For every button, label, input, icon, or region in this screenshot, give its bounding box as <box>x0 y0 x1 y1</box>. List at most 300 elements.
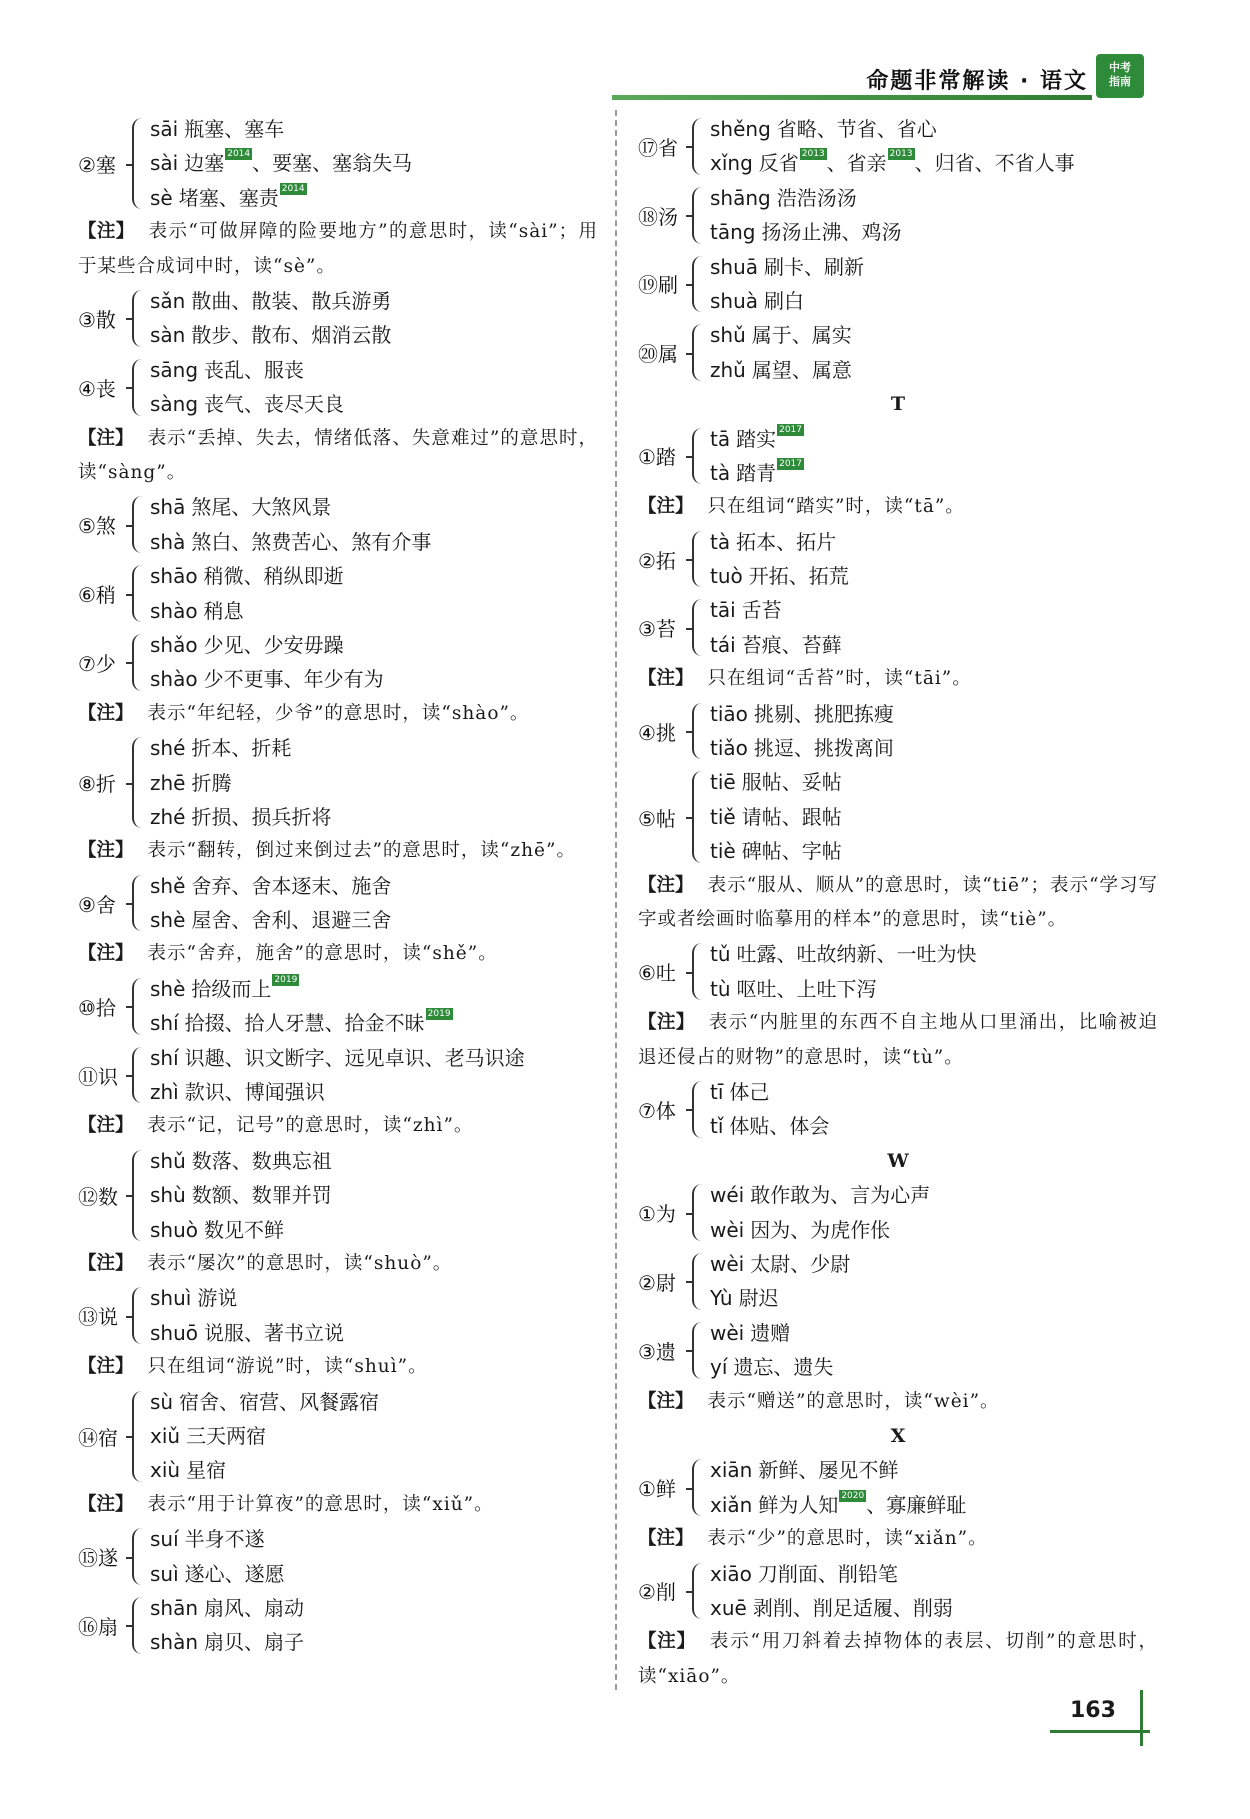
usage-note <box>78 1488 598 1522</box>
note-text: 表示“用于计算夜”的意思时，读“xiǔ”。 <box>147 1493 494 1515</box>
usage-note <box>638 1385 1158 1419</box>
pinyin: tái <box>710 632 736 657</box>
example-words: 遗忘、遗失 <box>733 1355 834 1380</box>
example-words: 折损、损兵折将 <box>191 804 332 829</box>
usage-note <box>78 937 598 971</box>
reading-line <box>150 903 598 937</box>
reading-line <box>150 972 598 1006</box>
reading-line <box>150 387 598 421</box>
pinyin: tà <box>710 529 731 554</box>
polyphone-entry <box>78 1281 598 1350</box>
brace <box>132 1391 144 1482</box>
reading-line <box>150 1625 598 1659</box>
polyphone-entry <box>638 1075 1158 1144</box>
note-text: 表示“记，记号”的意思时，读“zhì”。 <box>147 1115 474 1137</box>
brace <box>132 875 144 932</box>
entry-character: ④丧 <box>78 376 116 401</box>
example-words: 识趣、识文断字、远见卓识、老马识途 <box>184 1045 525 1070</box>
pinyin: shǔ <box>710 323 746 348</box>
entry-character: ⑧折 <box>78 772 116 797</box>
example-words: 煞白、煞费苦心、煞有介事 <box>191 529 432 554</box>
entry-character: ⑥吐 <box>638 961 676 986</box>
note-text: 表示“舍弃，施舍”的意思时，读“shě”。 <box>147 943 498 965</box>
pinyin: tà <box>710 460 731 485</box>
reading-line <box>710 318 1158 352</box>
example-words: 体贴、体会 <box>729 1114 830 1139</box>
reading-line <box>150 1591 598 1625</box>
reading-list <box>150 284 598 353</box>
reading-list <box>710 1247 1158 1316</box>
reading-line <box>150 1453 598 1487</box>
polyphone-entry <box>78 1385 598 1488</box>
example-words: 游说 <box>197 1286 238 1311</box>
note-label: 【注】 <box>78 1493 134 1515</box>
usage-note <box>78 697 598 731</box>
reading-line <box>710 1557 1158 1591</box>
polyphone-entry <box>78 353 598 422</box>
pinyin: xiān <box>710 1458 753 1483</box>
reading-line <box>150 1178 598 1212</box>
pinyin: shǎo <box>150 632 198 657</box>
reading-line <box>710 628 1158 662</box>
pinyin: sàn <box>150 323 186 348</box>
year-badge: 2013 <box>801 149 825 160</box>
pinyin: xiǎn <box>710 1492 753 1517</box>
reading-line <box>710 1213 1158 1247</box>
example-words: 挑逗、挑拨离间 <box>753 736 894 761</box>
page-number-rule <box>1050 1730 1150 1733</box>
reading-line <box>150 731 598 765</box>
note-label: 【注】 <box>78 702 134 724</box>
entry-character: ②塞 <box>78 153 116 178</box>
pinyin: suí <box>150 1527 179 1552</box>
pinyin: shàn <box>150 1630 199 1655</box>
reading-line <box>710 456 1158 490</box>
example-words: 属于、属实 <box>751 323 852 348</box>
pinyin: shuā <box>710 254 759 279</box>
note-label: 【注】 <box>638 1631 696 1653</box>
pinyin: tiě <box>710 804 736 829</box>
page-header <box>612 52 1152 100</box>
entry-character: ③苔 <box>638 617 676 642</box>
brace <box>132 496 144 553</box>
entry-character: ②削 <box>638 1580 676 1605</box>
reading-list <box>150 731 598 834</box>
usage-note <box>638 490 1158 524</box>
note-text: 表示“屡次”的意思时，读“shuò”。 <box>147 1253 453 1275</box>
pinyin: shà <box>150 529 186 554</box>
example-words: 苔痕、苔藓 <box>741 632 842 657</box>
pinyin: shěng <box>710 117 771 141</box>
brace <box>132 634 144 691</box>
pinyin: shě <box>150 873 186 898</box>
year-badge: 2019 <box>427 1009 451 1020</box>
polyphone-entry <box>638 1178 1158 1247</box>
brace <box>692 599 704 656</box>
example-words: 丧乱、服丧 <box>204 357 305 382</box>
brace <box>692 1563 704 1620</box>
polyphone-entry <box>638 697 1158 766</box>
polyphone-entry <box>78 1144 598 1247</box>
polyphone-entry <box>78 972 598 1041</box>
example-words: 折腾 <box>191 770 232 795</box>
reading-list <box>150 1041 598 1110</box>
reading-line <box>710 1591 1158 1625</box>
reading-line <box>150 1316 598 1350</box>
reading-list <box>710 112 1158 181</box>
pinyin: wèi <box>710 1320 745 1345</box>
entry-character: ⑳属 <box>638 342 678 367</box>
example-words: 遂心、遂愿 <box>184 1561 285 1586</box>
brace <box>692 1184 704 1241</box>
example-words: 省略、节省、省心 <box>776 117 937 141</box>
reading-list <box>150 353 598 422</box>
reading-list <box>710 1178 1158 1247</box>
brace <box>692 256 704 313</box>
usage-note <box>638 1006 1158 1075</box>
reading-list <box>150 972 598 1041</box>
entry-character: ⑥稍 <box>78 583 116 608</box>
example-words: 扬汤止沸、鸡汤 <box>761 220 902 245</box>
pinyin: tiè <box>710 839 736 864</box>
pinyin: tù <box>710 976 731 1001</box>
reading-line <box>710 697 1158 731</box>
reading-line <box>150 318 598 352</box>
polyphone-entry <box>638 1247 1158 1316</box>
reading-list <box>710 318 1158 387</box>
example-words: 、省亲 <box>826 151 887 176</box>
example-words: 瓶塞、塞车 <box>184 117 285 141</box>
example-words: 鲜为人知 <box>758 1492 839 1517</box>
entry-character: ③散 <box>78 307 116 332</box>
example-words: 拓本、拓片 <box>736 529 837 554</box>
example-words: 拾掇、拾人牙慧、拾金不昧 <box>184 1011 425 1036</box>
reading-line <box>710 1453 1158 1487</box>
example-words: 浩浩汤汤 <box>776 185 857 210</box>
note-text: 表示“内脏里的东西不自主地从口里涌出，比喻被迫退还侵占的财物”的意思时，读“tù”。 <box>638 1012 1158 1068</box>
pinyin: sāng <box>150 357 199 382</box>
brace <box>132 1047 144 1104</box>
entry-character: ⑰省 <box>638 135 678 160</box>
entry-character: ①鲜 <box>638 1477 676 1502</box>
example-words: 煞尾、大煞风景 <box>191 495 332 520</box>
reading-list <box>710 1557 1158 1626</box>
year-badge: 2013 <box>889 149 913 160</box>
pinyin: tāng <box>710 220 756 245</box>
polyphone-entry <box>78 559 598 628</box>
reading-line <box>150 146 598 180</box>
pinyin: Yù <box>710 1286 733 1311</box>
brace <box>132 290 144 347</box>
example-words: 屋舍、舍利、退避三舍 <box>191 908 392 933</box>
reading-line <box>150 1419 598 1453</box>
reading-line <box>150 1144 598 1178</box>
brace <box>132 565 144 622</box>
brace <box>692 118 704 175</box>
brace <box>132 1287 144 1344</box>
example-words: 少不更事、年少有为 <box>203 667 384 692</box>
note-text: 只在组词“游说”时，读“shuì”。 <box>147 1356 428 1378</box>
usage-note <box>638 1522 1158 1556</box>
polyphone-entry <box>78 731 598 834</box>
pinyin: shāng <box>710 185 771 210</box>
entry-character: ④挑 <box>638 720 676 745</box>
pinyin: wéi <box>710 1183 745 1208</box>
polyphone-entry <box>638 181 1158 250</box>
polyphone-entry <box>638 765 1158 868</box>
entry-character: ②拓 <box>638 548 676 573</box>
note-label: 【注】 <box>78 221 135 243</box>
pinyin: yí <box>710 1355 728 1380</box>
usage-note <box>78 834 598 868</box>
year-badge: 2014 <box>227 149 251 160</box>
entry-character: ⑯扇 <box>78 1614 118 1639</box>
example-words: 少见、少安毋躁 <box>203 632 344 657</box>
note-text: 表示“用刀斜着去掉物体的表层、切削”的意思时，读“xiāo”。 <box>638 1631 1158 1687</box>
polyphone-entry <box>78 284 598 353</box>
entry-character: ⑲刷 <box>638 273 678 298</box>
polyphone-entry <box>638 112 1158 181</box>
year-badge: 2020 <box>841 1490 865 1501</box>
reading-line <box>710 937 1158 971</box>
note-text: 只在组词“舌苔”时，读“tāi”。 <box>707 668 972 690</box>
pinyin: shuò <box>150 1217 199 1242</box>
reading-list <box>710 697 1158 766</box>
pinyin: shuà <box>710 288 759 313</box>
entry-character: ①踏 <box>638 445 676 470</box>
reading-line <box>150 490 598 524</box>
reading-line <box>710 422 1158 456</box>
brace <box>692 324 704 381</box>
pinyin: xiù <box>150 1458 181 1483</box>
reading-line <box>710 1316 1158 1350</box>
example-words: 说服、著书立说 <box>204 1320 345 1345</box>
pinyin: tuò <box>710 564 743 589</box>
pinyin: shí <box>150 1011 179 1036</box>
example-words: 敢作敢为、言为心声 <box>750 1183 931 1208</box>
year-badge: 2017 <box>779 458 803 469</box>
example-words: 、寡廉鲜耻 <box>866 1492 967 1517</box>
usage-note <box>78 1109 598 1143</box>
brace <box>132 1528 144 1585</box>
pinyin: tī <box>710 1080 724 1105</box>
entry-character: ⑤帖 <box>638 806 676 831</box>
year-badge: 2014 <box>281 183 305 194</box>
note-text: 表示“年纪轻，少爷”的意思时，读“shào”。 <box>147 702 530 724</box>
reading-list <box>710 937 1158 1006</box>
note-label: 【注】 <box>78 1356 134 1378</box>
example-words: 散步、散布、烟消云散 <box>191 323 392 348</box>
reading-line <box>150 284 598 318</box>
example-words: 丧气、丧尽天良 <box>204 392 345 417</box>
pinyin: xǐng <box>710 151 753 176</box>
polyphone-entry <box>78 1041 598 1110</box>
polyphone-entry <box>78 869 598 938</box>
note-label: 【注】 <box>78 840 134 862</box>
book-title: 命题非常解读 · 语文 <box>866 69 1088 94</box>
reading-line <box>150 662 598 696</box>
polyphone-entry <box>78 1591 598 1660</box>
reading-line <box>710 1109 1158 1143</box>
example-words: 踏实 <box>736 426 777 451</box>
example-words: 遗赠 <box>750 1320 791 1345</box>
pinyin: suì <box>150 1561 179 1586</box>
example-words: 三天两宿 <box>186 1424 267 1448</box>
pinyin: shào <box>150 667 198 692</box>
polyphone-entry <box>638 250 1158 319</box>
reading-list <box>710 1075 1158 1144</box>
example-words: 边塞 <box>184 151 225 176</box>
reading-list <box>150 1522 598 1591</box>
polyphone-entry <box>638 937 1158 1006</box>
pinyin: shān <box>150 1595 199 1620</box>
note-text: 表示“少”的意思时，读“xiǎn”。 <box>707 1528 988 1550</box>
example-words: 星宿 <box>186 1458 227 1483</box>
year-badge: 2017 <box>779 424 803 435</box>
reading-line <box>150 112 598 146</box>
polyphone-entry <box>638 593 1158 662</box>
page-number: 163 <box>1070 1698 1116 1723</box>
right-column <box>638 112 1158 1694</box>
polyphone-entry <box>78 112 598 215</box>
example-words: 数落、数典忘祖 <box>191 1148 332 1173</box>
brace <box>692 428 704 485</box>
reading-line <box>710 146 1158 180</box>
left-column <box>78 112 598 1660</box>
pinyin: wèi <box>710 1251 745 1276</box>
example-words: 踏青 <box>736 460 777 485</box>
brace <box>692 703 704 760</box>
pinyin: xiǔ <box>150 1424 181 1448</box>
note-label: 【注】 <box>638 1528 694 1550</box>
example-words: 太尉、少尉 <box>750 1251 851 1276</box>
reading-line <box>710 1247 1158 1281</box>
example-words: 属望、属意 <box>751 357 852 382</box>
pinyin: shé <box>150 736 186 761</box>
brace <box>132 737 144 828</box>
entry-character: ⑪识 <box>78 1064 118 1089</box>
example-words: 请帖、跟帖 <box>741 804 842 829</box>
reading-list <box>150 628 598 697</box>
polyphone-entry <box>78 490 598 559</box>
entry-character: ⑦体 <box>638 1098 676 1123</box>
usage-note <box>78 215 598 284</box>
example-words: 数见不鲜 <box>204 1217 285 1242</box>
reading-list <box>710 181 1158 250</box>
pinyin: shè <box>150 976 186 1001</box>
polyphone-entry <box>638 1453 1158 1522</box>
reading-line <box>150 1213 598 1247</box>
example-words: 服帖、妥帖 <box>741 770 842 795</box>
example-words: 扇贝、扇子 <box>204 1630 305 1655</box>
pinyin: zhì <box>150 1080 179 1105</box>
brace <box>132 359 144 416</box>
example-words: 吐露、吐故纳新、一吐为快 <box>736 942 977 967</box>
note-label: 【注】 <box>638 496 694 518</box>
example-words: 散曲、散装、散兵游勇 <box>191 288 392 313</box>
pinyin: tǔ <box>710 942 731 967</box>
reading-line <box>710 731 1158 765</box>
reading-line <box>150 1041 598 1075</box>
pinyin: shí <box>150 1045 179 1070</box>
reading-line <box>150 1557 598 1591</box>
polyphone-entry <box>638 1316 1158 1385</box>
usage-note <box>78 1350 598 1384</box>
reading-line <box>710 353 1158 387</box>
reading-line <box>150 628 598 662</box>
example-words: 刷白 <box>764 288 805 313</box>
polyphone-entry <box>78 628 598 697</box>
example-words: 稍微、稍纵即逝 <box>203 564 344 589</box>
brace <box>692 1081 704 1138</box>
example-words: 宿舍、宿营、风餐露宿 <box>179 1389 380 1414</box>
polyphone-entry <box>78 1522 598 1591</box>
note-label: 【注】 <box>78 943 134 965</box>
pinyin: shā <box>150 495 186 520</box>
section-letter: W <box>887 1149 909 1172</box>
entry-character: ⑩拾 <box>78 995 116 1020</box>
reading-line <box>710 765 1158 799</box>
pinyin: zhé <box>150 804 186 829</box>
reading-line <box>150 353 598 387</box>
publisher-logo: 中考 指南 <box>1096 54 1144 98</box>
reading-line <box>150 1385 598 1419</box>
reading-line <box>710 181 1158 215</box>
example-words: 剥削、削足适履、削弱 <box>752 1595 953 1620</box>
reading-line <box>150 766 598 800</box>
pinyin: tāi <box>710 598 736 623</box>
pinyin: sǎn <box>150 288 186 313</box>
reading-line <box>150 594 598 628</box>
pinyin: shǔ <box>150 1148 186 1173</box>
example-words: 堵塞、塞责 <box>178 185 279 210</box>
polyphone-entry <box>638 422 1158 491</box>
note-text: 表示“丢掉、失去，情绪低落、失意难过”的意思时，读“sàng”。 <box>78 427 598 483</box>
brace <box>692 1459 704 1516</box>
pinyin: sù <box>150 1389 174 1414</box>
pinyin: shù <box>150 1183 186 1208</box>
pinyin: wèi <box>710 1217 745 1242</box>
example-words: 体己 <box>729 1080 770 1105</box>
brace <box>132 1597 144 1654</box>
pinyin: xuē <box>710 1595 747 1620</box>
entry-character: ⑮遂 <box>78 1546 118 1571</box>
section-letter: X <box>890 1424 906 1447</box>
entry-character: ⑱汤 <box>638 204 678 229</box>
reading-line <box>710 593 1158 627</box>
reading-line <box>710 250 1158 284</box>
column-divider <box>615 110 617 1690</box>
reading-list <box>710 765 1158 868</box>
note-label: 【注】 <box>638 1012 695 1034</box>
pinyin: shè <box>150 908 186 933</box>
example-words: 刷卡、刷新 <box>764 254 865 279</box>
usage-note <box>78 1247 598 1281</box>
reading-line <box>150 1075 598 1109</box>
header-rule <box>612 95 1092 100</box>
example-words: 新鲜、屡见不鲜 <box>758 1458 899 1483</box>
reading-line <box>710 1075 1158 1109</box>
reading-line <box>710 525 1158 559</box>
reading-line <box>710 1350 1158 1384</box>
entry-character: ⑨舍 <box>78 892 116 917</box>
example-words: 舍弃、舍本逐末、施舍 <box>191 873 392 898</box>
reading-line <box>150 800 598 834</box>
brace <box>692 187 704 244</box>
note-label: 【注】 <box>78 1115 134 1137</box>
reading-line <box>150 869 598 903</box>
pinyin: shāo <box>150 564 198 589</box>
